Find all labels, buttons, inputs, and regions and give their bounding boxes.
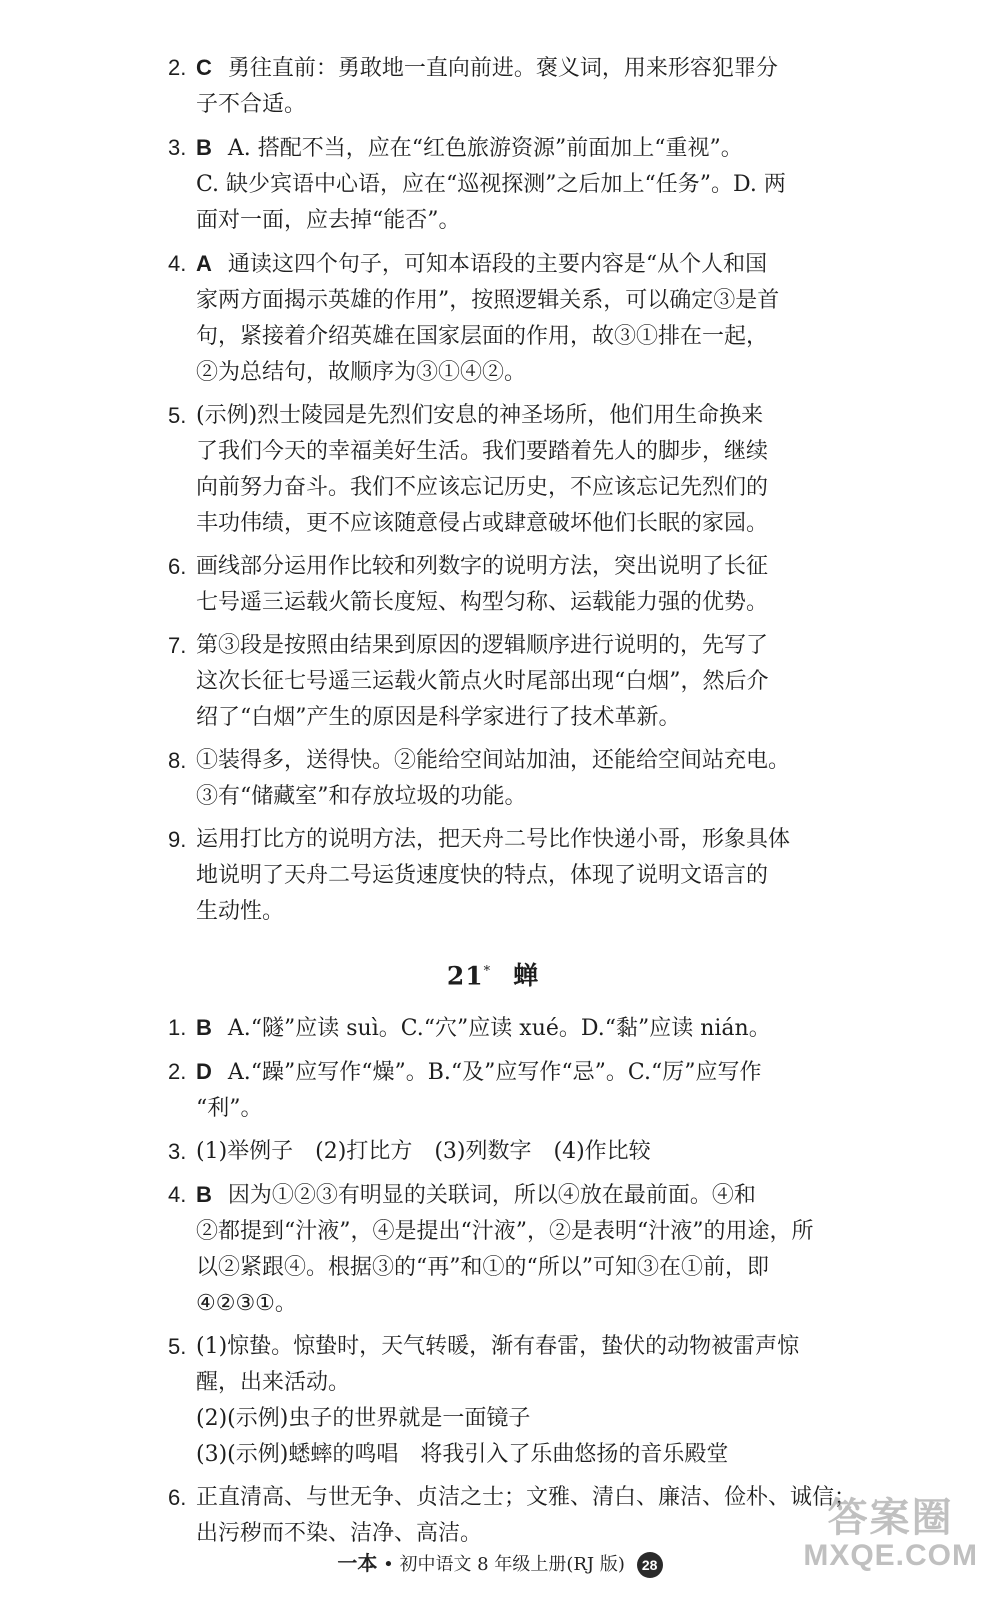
answer-line bbox=[196, 1250, 818, 1286]
answer-item bbox=[168, 628, 818, 736]
answer-number: 6. bbox=[168, 1485, 187, 1511]
answer-line bbox=[196, 434, 818, 470]
answer-line bbox=[196, 1177, 818, 1214]
answer-line bbox=[196, 1054, 818, 1091]
answer-number: 3. bbox=[168, 135, 187, 160]
answer-number: 5. bbox=[168, 403, 187, 428]
section-mark: * bbox=[483, 964, 492, 979]
answer-line bbox=[196, 506, 818, 542]
answer-number: 4. bbox=[168, 1182, 187, 1208]
answer-item bbox=[168, 1010, 818, 1047]
answer-text: A.“躁”应写作“燥”。B.“及”应写作“忌”。C.“厉”应写作 bbox=[227, 1060, 762, 1086]
answer-line bbox=[196, 1365, 818, 1401]
answer-text: (3)(示例)蟋蟀的鸣唱 将我引入了乐曲悠扬的音乐殿堂 bbox=[196, 1442, 729, 1468]
footer-logo: 一本 bbox=[337, 1551, 378, 1575]
answer-line bbox=[196, 1010, 818, 1047]
answer-text: 正直清高、与世无争、贞洁之士；文雅、清白、廉洁、俭朴、诚信； bbox=[196, 1485, 857, 1511]
answer-choice: B bbox=[196, 135, 212, 160]
answer-number: 6. bbox=[168, 554, 187, 579]
answer-number: 7. bbox=[168, 633, 187, 658]
answer-text: (1)惊蛰。惊蛰时，天气转暖，渐有春雷，蛰伏的动物被雷声惊 bbox=[196, 1334, 800, 1360]
answer-text: 出污秽而不染、洁净、高洁。 bbox=[196, 1521, 483, 1547]
answer-item bbox=[168, 246, 818, 391]
answer-text: 向前努力奋斗。我们不应该忘记历史，不应该忘记先烈们的 bbox=[196, 475, 769, 500]
answer-choice: D bbox=[196, 1059, 212, 1085]
answer-text: (示例)烈士陵园是先烈们安息的神圣场所，他们用生命换来 bbox=[196, 403, 764, 428]
answer-list-b bbox=[168, 1010, 857, 1552]
answer-text: 因为①②③有明显的关联词，所以④放在最前面。④和 bbox=[227, 1183, 756, 1209]
answer-number: 8. bbox=[168, 748, 187, 773]
answer-line bbox=[196, 246, 818, 283]
section-heading bbox=[168, 952, 818, 996]
answer-item bbox=[168, 50, 818, 123]
answer-text: 画线部分运用作比较和列数字的说明方法，突出说明了长征 bbox=[196, 554, 769, 579]
site-watermark bbox=[803, 1496, 978, 1572]
answer-choice: A bbox=[196, 251, 212, 276]
answer-text: 醒，出来活动。 bbox=[196, 1370, 351, 1396]
answer-number: 5. bbox=[168, 1334, 187, 1360]
answer-line bbox=[196, 130, 818, 167]
answer-text: 丰功伟绩，更不应该随意侵占或肆意破坏他们长眠的家园。 bbox=[196, 511, 769, 536]
answer-text: 通读这四个句子，可知本语段的主要内容是“从个人和国 bbox=[227, 252, 768, 277]
answer-text: 面对一面，应去掉“能否”。 bbox=[196, 208, 461, 233]
answer-text: ②为总结句，故顺序为③①④②。 bbox=[196, 360, 527, 385]
answer-line bbox=[196, 628, 818, 664]
answer-number: 2. bbox=[168, 1059, 187, 1085]
answer-text: 地说明了天舟二号运货速度快的特点，体现了说明文语言的 bbox=[196, 863, 769, 888]
answer-line bbox=[196, 894, 818, 930]
answer-line bbox=[196, 167, 818, 203]
answer-line bbox=[196, 1091, 818, 1127]
answer-choice: B bbox=[196, 1182, 212, 1208]
answer-item bbox=[168, 398, 818, 542]
answer-item bbox=[168, 743, 818, 815]
answer-line bbox=[196, 87, 818, 123]
answer-text: ③有“储藏室”和存放垃圾的功能。 bbox=[196, 784, 527, 809]
answer-text: 了我们今天的幸福美好生活。我们要踏着先人的脚步，继续 bbox=[196, 439, 769, 464]
answer-text: 第③段是按照由结果到原因的逻辑顺序进行说明的，先写了 bbox=[196, 633, 769, 658]
answer-line bbox=[196, 319, 818, 355]
answer-line bbox=[196, 50, 818, 87]
answer-line bbox=[196, 1437, 818, 1473]
answer-text: 子不合适。 bbox=[196, 92, 307, 117]
answer-line bbox=[196, 664, 818, 700]
answer-line bbox=[196, 1401, 818, 1437]
page-number-badge: 28 bbox=[637, 1552, 663, 1578]
answer-text: 家两方面揭示英雄的作用”，按照逻辑关系，可以确定③是首 bbox=[196, 288, 780, 313]
answer-line bbox=[196, 549, 818, 585]
answer-line bbox=[196, 283, 818, 319]
answer-text: 运用打比方的说明方法，把天舟二号比作快递小哥，形象具体 bbox=[196, 827, 791, 852]
answer-line bbox=[196, 1286, 818, 1322]
answer-item bbox=[168, 1054, 818, 1127]
answer-line bbox=[196, 1214, 818, 1250]
answer-line bbox=[196, 779, 818, 815]
answer-text: A. 搭配不当，应在“红色旅游资源”前面加上“重视”。 bbox=[227, 136, 743, 161]
page-content bbox=[168, 50, 857, 1559]
answer-line bbox=[196, 470, 818, 506]
answer-text: 绍了“白烟”产生的原因是科学家进行了技术革新。 bbox=[196, 705, 681, 730]
answer-text: 勇往直前：勇敢地一直向前进。褒义词，用来形容犯罪分 bbox=[227, 56, 778, 81]
answer-item bbox=[168, 130, 818, 239]
answer-text: A.“隧”应读 suì。C.“穴”应读 xué。D.“黏”应读 nián。 bbox=[227, 1016, 771, 1042]
answer-text: ①装得多，送得快。②能给空间站加油，还能给空间站充电。 bbox=[196, 748, 791, 773]
answer-number: 3. bbox=[168, 1139, 187, 1165]
answer-text: 以②紧跟④。根据③的“再”和①的“所以”可知③在①前，即 bbox=[196, 1255, 769, 1281]
answer-text: C. 缺少宾语中心语，应在“巡视探测”之后加上“任务”。D. 两 bbox=[196, 172, 786, 197]
answer-number: 2. bbox=[168, 55, 187, 80]
watermark-brand: 答案圈 bbox=[827, 1496, 954, 1540]
answer-line bbox=[196, 1329, 818, 1365]
answer-line bbox=[196, 203, 818, 239]
answer-line bbox=[196, 1480, 857, 1516]
answer-list-a bbox=[168, 50, 818, 930]
answer-choice: B bbox=[196, 1015, 212, 1041]
answer-item bbox=[168, 1329, 818, 1473]
answer-line bbox=[196, 585, 818, 621]
answer-text: (1)举例子 (2)打比方 (3)列数字 (4)作比较 bbox=[196, 1139, 651, 1165]
answer-number: 4. bbox=[168, 251, 187, 276]
watermark-url: MXQE.COM bbox=[803, 1539, 978, 1572]
answer-choice: C bbox=[196, 55, 212, 80]
answer-number: 9. bbox=[168, 827, 187, 852]
answer-text: ④②③①。 bbox=[196, 1291, 297, 1317]
answer-item bbox=[168, 822, 818, 930]
answer-text: 生动性。 bbox=[196, 899, 285, 924]
answer-item bbox=[168, 549, 818, 621]
answer-text: 句，紧接着介绍英雄在国家层面的作用，故③①排在一起， bbox=[196, 324, 769, 349]
answer-line bbox=[196, 398, 818, 434]
answer-item bbox=[168, 1134, 818, 1170]
section-number: 21 bbox=[446, 961, 484, 991]
answer-text: “利”。 bbox=[196, 1096, 263, 1122]
answer-line bbox=[196, 1134, 818, 1170]
footer-dot: • bbox=[383, 1554, 394, 1575]
answer-number: 1. bbox=[168, 1015, 187, 1041]
section-title: 蝉 bbox=[513, 961, 540, 991]
answer-line bbox=[196, 743, 818, 779]
answer-line bbox=[196, 700, 818, 736]
answer-line bbox=[196, 355, 818, 391]
answer-text: ②都提到“汁液”，④是提出“汁液”，②是表明“汁液”的用途，所 bbox=[196, 1219, 814, 1245]
footer-book-title: 初中语文 8 年级上册(RJ 版) bbox=[399, 1554, 625, 1575]
answer-item bbox=[168, 1480, 857, 1552]
answer-text: 这次长征七号遥三运载火箭点火时尾部出现“白烟”，然后介 bbox=[196, 669, 769, 694]
answer-line bbox=[196, 858, 818, 894]
answer-text: (2)(示例)虫子的世界就是一面镜子 bbox=[196, 1406, 531, 1432]
answer-text: 七号遥三运载火箭长度短、构型匀称、运载能力强的优势。 bbox=[196, 590, 769, 615]
answer-item bbox=[168, 1177, 818, 1322]
answer-line bbox=[196, 822, 818, 858]
